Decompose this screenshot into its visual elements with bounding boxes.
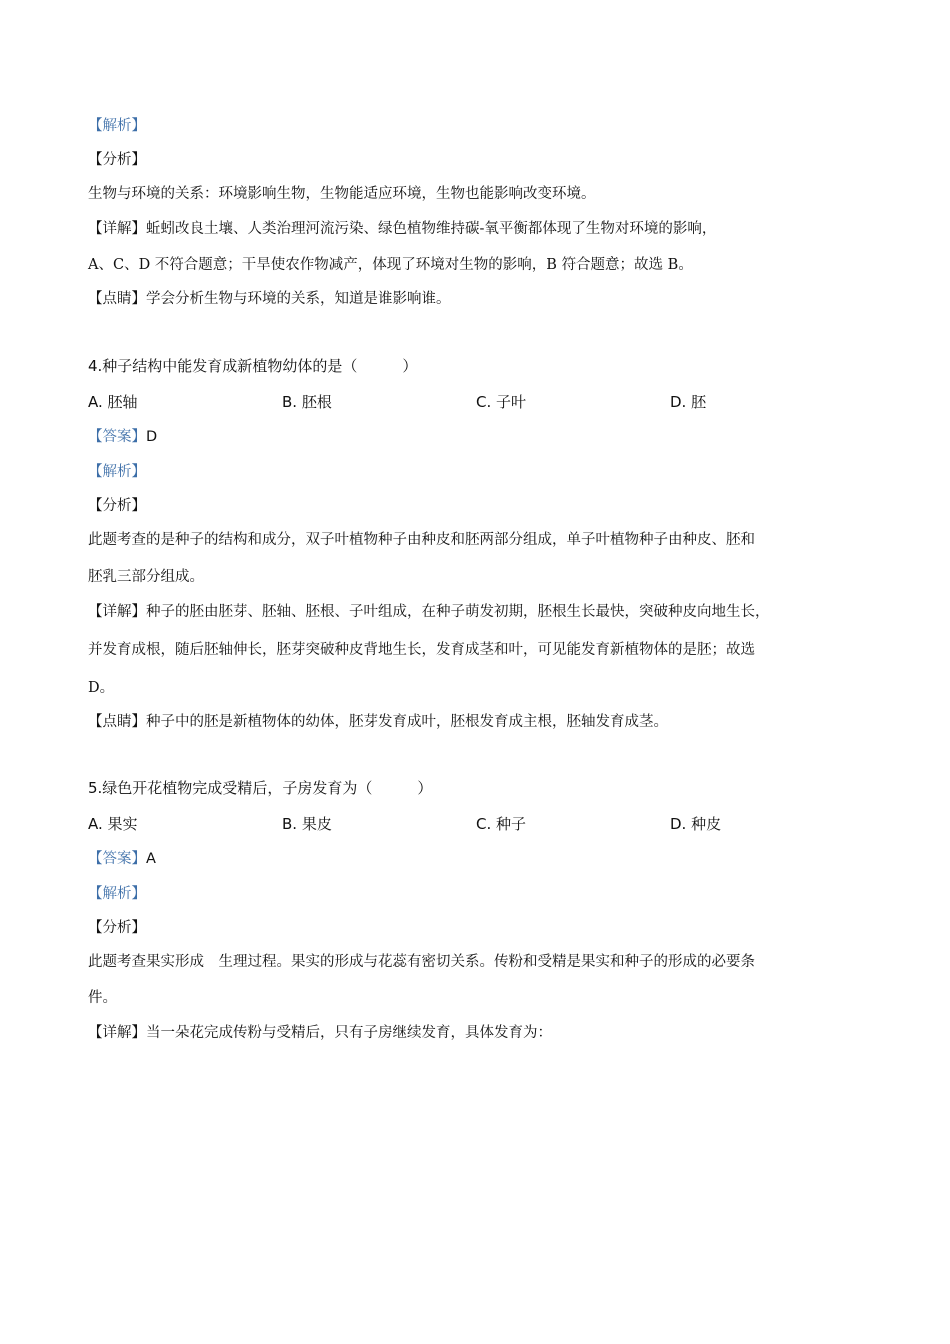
q5-option-c: C. 种子 bbox=[476, 815, 527, 833]
detail-text-2: A、C、D 不符合题意；干旱使农作物减产，体现了环境对生物的影响，B 符合题意；故选 B。 bbox=[88, 257, 693, 273]
tip-line bbox=[88, 289, 451, 309]
q4-detail-line bbox=[88, 602, 770, 622]
tip-text: 学会分析生物与环境的关系，知道是谁影响谁。 bbox=[146, 291, 451, 307]
q4-tip-text: 种子中的胚是新植物体的幼体，胚芽发育成叶，胚根发育成主根，胚轴发育成茎。 bbox=[146, 714, 668, 730]
q5-answer: A bbox=[146, 851, 156, 867]
q4-option-a: A. 胚轴 bbox=[88, 393, 138, 411]
q5-answer-line bbox=[88, 849, 156, 869]
q4-option-c: C. 子叶 bbox=[476, 393, 527, 411]
q5-breakdown-text-2: 件。 bbox=[88, 990, 117, 1006]
q4-answer: D bbox=[146, 429, 158, 445]
q4-detail-text-2: 并发育成根，随后胚轴伸长，胚芽突破种皮背地生长，发育成茎和叶，可见能发育新植物体的是胚；故选 bbox=[88, 642, 755, 658]
q5-option-b: B. 果皮 bbox=[282, 815, 332, 833]
q4-tip-tag: 【点睛】 bbox=[88, 714, 146, 730]
q4-breakdown-text-1: 此题考查的是种子的结构和成分，双子叶植物种子由种皮和胚两部分组成，单子叶植物种子由种皮、胚和 bbox=[88, 532, 755, 548]
q5-detail-tag: 【详解】 bbox=[88, 1025, 146, 1041]
q5-answer-tag: 【答案】 bbox=[88, 851, 146, 867]
q5-analysis-tag: 【解析】 bbox=[88, 886, 146, 902]
q5-option-a: A. 果实 bbox=[88, 815, 138, 833]
q5-breakdown-tag: 【分析】 bbox=[88, 920, 146, 936]
q4-option-d: D. 胚 bbox=[670, 393, 707, 411]
q4-analysis-tag: 【解析】 bbox=[88, 464, 146, 480]
breakdown-tag: 【分析】 bbox=[88, 152, 146, 168]
analysis-tag: 【解析】 bbox=[88, 118, 146, 134]
breakdown-text: 生物与环境的关系：环境影响生物，生物能适应环境，生物也能影响改变环境。 bbox=[88, 186, 596, 202]
q5-breakdown-text-1: 此题考查果实形成 生理过程。果实的形成与花蕊有密切关系。传粉和受精是果实和种子的形成的必要条 bbox=[88, 954, 755, 970]
q4-detail-text-3: D。 bbox=[88, 680, 115, 696]
q4-answer-tag: 【答案】 bbox=[88, 429, 146, 445]
question-4-stem: 4.种子结构中能发育成新植物幼体的是（ ） bbox=[88, 357, 418, 375]
detail-line bbox=[88, 219, 716, 239]
question-5-stem: 5.绿色开花植物完成受精后，子房发育为（ ） bbox=[88, 779, 433, 797]
q4-breakdown-tag: 【分析】 bbox=[88, 498, 146, 514]
q4-tip-line bbox=[88, 712, 668, 732]
tip-tag: 【点睛】 bbox=[88, 291, 146, 307]
q4-detail-text-1: 种子的胚由胚芽、胚轴、胚根、子叶组成，在种子萌发初期，胚根生长最快，突破种皮向地生长， bbox=[146, 604, 770, 620]
q4-breakdown-text-2: 胚乳三部分组成。 bbox=[88, 569, 204, 585]
q4-answer-line bbox=[88, 427, 157, 447]
q4-option-b: B. 胚根 bbox=[282, 393, 332, 411]
detail-tag: 【详解】 bbox=[88, 221, 146, 237]
detail-text: 蚯蚓改良土壤、人类治理河流污染、绿色植物维持碳-氧平衡都体现了生物对环境的影响， bbox=[146, 221, 717, 237]
q5-option-d: D. 种皮 bbox=[670, 815, 722, 833]
q5-detail-text: 当一朵花完成传粉与受精后，只有子房继续发育，具体发育为： bbox=[146, 1025, 552, 1041]
q5-detail-line bbox=[88, 1023, 552, 1043]
q4-detail-tag: 【详解】 bbox=[88, 604, 146, 620]
